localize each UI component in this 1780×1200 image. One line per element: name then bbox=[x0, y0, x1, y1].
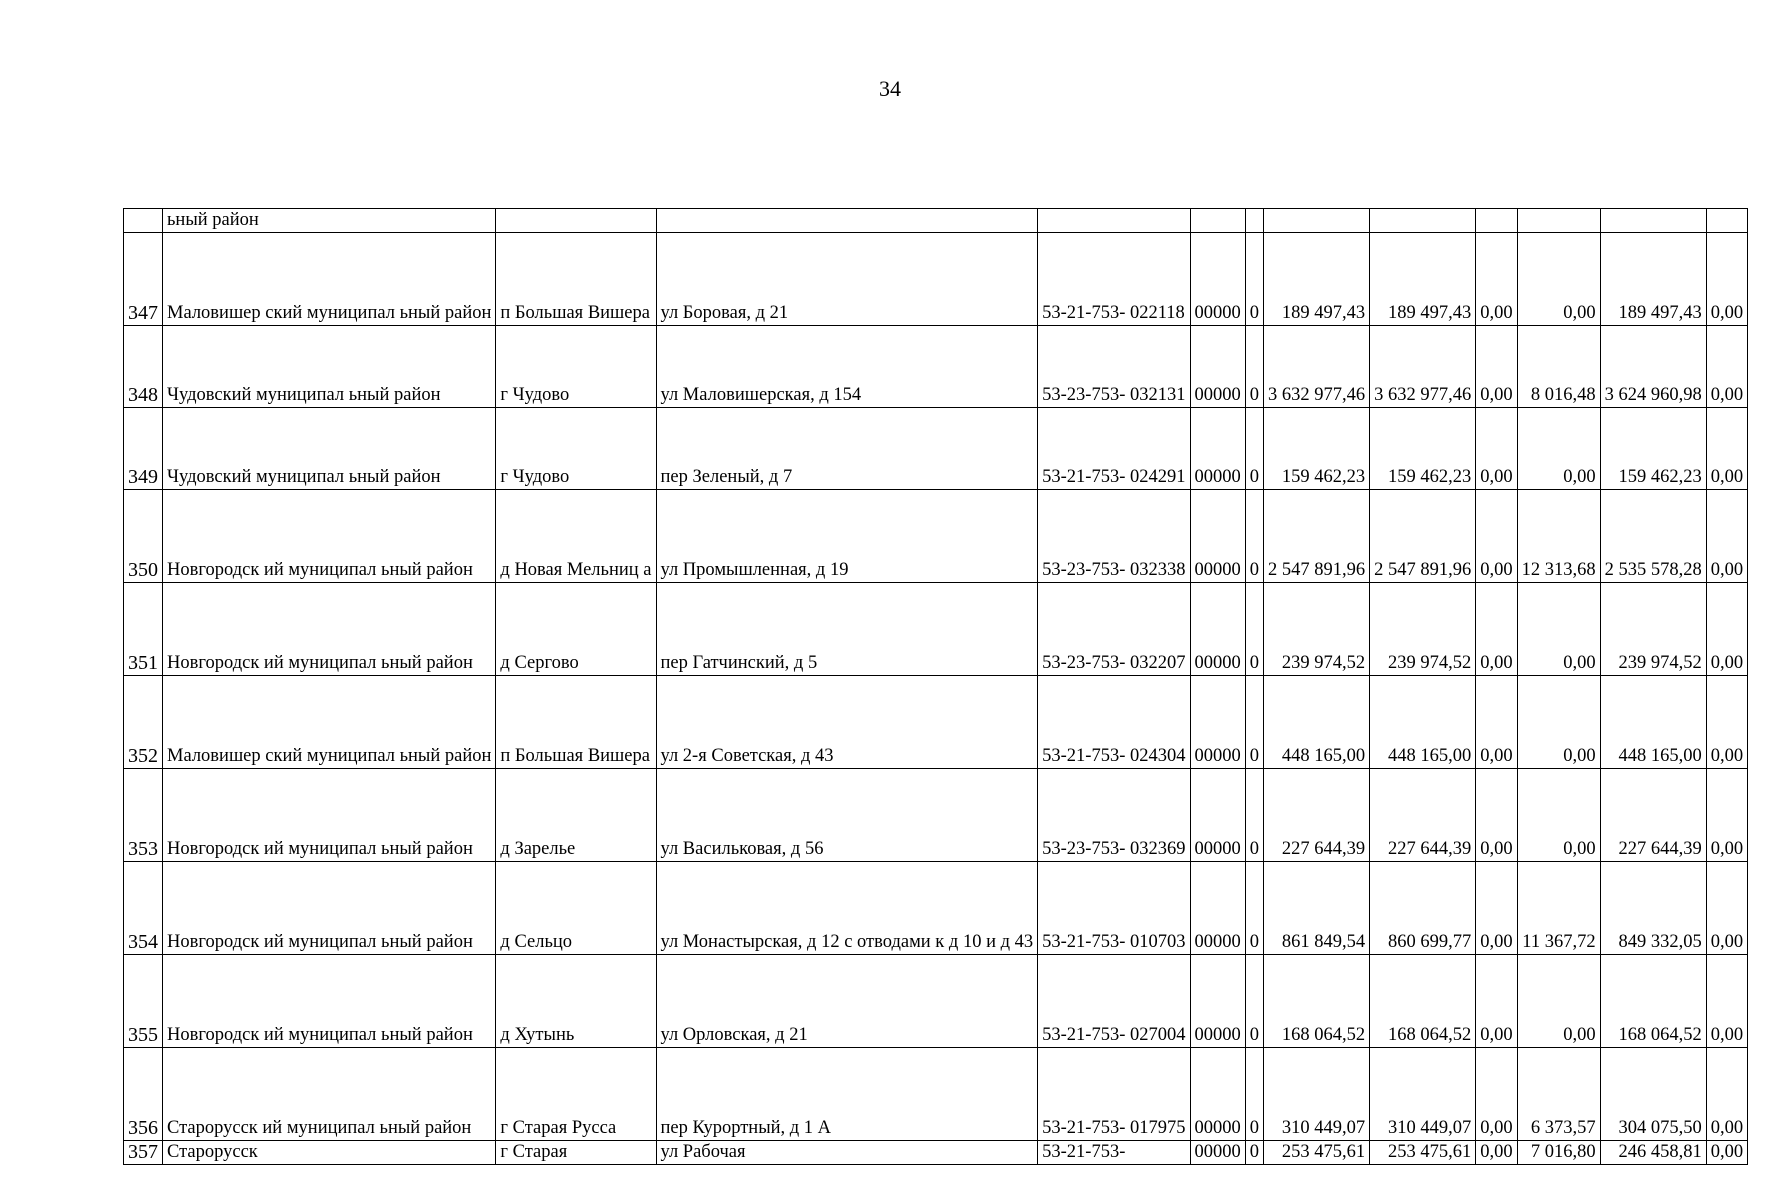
cell-code-b: 0 bbox=[1245, 408, 1263, 490]
cell-v4 bbox=[1517, 209, 1600, 233]
cell-oktmo: 53-21-753- 024304 bbox=[1038, 676, 1190, 769]
cell-settlement: д Сельцо bbox=[496, 862, 656, 955]
cell-oktmo: 53-23-753- 032338 bbox=[1038, 490, 1190, 583]
cell-v6: 0,00 bbox=[1706, 955, 1747, 1048]
cell-code-a: 00000 bbox=[1190, 408, 1245, 490]
cell-code-b: 0 bbox=[1245, 955, 1263, 1048]
cell-v2: 159 462,23 bbox=[1370, 408, 1476, 490]
table-row bbox=[124, 408, 1748, 490]
cell-v4: 8 016,48 bbox=[1517, 326, 1600, 408]
cell-v1: 3 632 977,46 bbox=[1264, 326, 1370, 408]
cell-code-a: 00000 bbox=[1190, 1048, 1245, 1141]
cell-v4: 6 373,57 bbox=[1517, 1048, 1600, 1141]
cell-settlement: д Новая Мельниц а bbox=[496, 490, 656, 583]
cell-v2: 168 064,52 bbox=[1370, 955, 1476, 1048]
cell-v1: 253 475,61 bbox=[1264, 1141, 1370, 1165]
cell-v3: 0,00 bbox=[1476, 408, 1517, 490]
cell-v2: 310 449,07 bbox=[1370, 1048, 1476, 1141]
cell-v3: 0,00 bbox=[1476, 1141, 1517, 1165]
cell-v5 bbox=[1600, 209, 1706, 233]
cell-v6: 0,00 bbox=[1706, 769, 1747, 862]
cell-oktmo: 53-23-753- 032131 bbox=[1038, 326, 1190, 408]
table-row-continuation bbox=[124, 209, 1748, 233]
cell-v6: 0,00 bbox=[1706, 1141, 1747, 1165]
cell-district: Чудовский муниципал ьный район bbox=[163, 326, 496, 408]
cell-v1 bbox=[1264, 209, 1370, 233]
cell-settlement: г Чудово bbox=[496, 326, 656, 408]
cell-v4: 0,00 bbox=[1517, 408, 1600, 490]
cell-v2: 239 974,52 bbox=[1370, 583, 1476, 676]
cell-v1: 861 849,54 bbox=[1264, 862, 1370, 955]
cell-v2: 253 475,61 bbox=[1370, 1141, 1476, 1165]
cell-v4: 0,00 bbox=[1517, 583, 1600, 676]
cell-code-b: 0 bbox=[1245, 769, 1263, 862]
table-row bbox=[124, 326, 1748, 408]
cell-no: 350 bbox=[124, 490, 163, 583]
cell-no: 351 bbox=[124, 583, 163, 676]
cell-v2: 448 165,00 bbox=[1370, 676, 1476, 769]
cell-no: 353 bbox=[124, 769, 163, 862]
cell-v3: 0,00 bbox=[1476, 583, 1517, 676]
cell-v5: 304 075,50 bbox=[1600, 1048, 1706, 1141]
cell-code-b: 0 bbox=[1245, 1141, 1263, 1165]
cell-district: Новгородск ий муниципал ьный район bbox=[163, 955, 496, 1048]
cell-v6: 0,00 bbox=[1706, 862, 1747, 955]
cell-v1: 239 974,52 bbox=[1264, 583, 1370, 676]
cell-v5: 239 974,52 bbox=[1600, 583, 1706, 676]
cell-settlement: д Зарелье bbox=[496, 769, 656, 862]
cell-no: 352 bbox=[124, 676, 163, 769]
cell-v1: 168 064,52 bbox=[1264, 955, 1370, 1048]
cell-code-b: 0 bbox=[1245, 326, 1263, 408]
cell-v1: 189 497,43 bbox=[1264, 233, 1370, 326]
table-row bbox=[124, 955, 1748, 1048]
cell-address bbox=[656, 209, 1038, 233]
cell-district: Старорусск bbox=[163, 1141, 496, 1165]
cell-district: Чудовский муниципал ьный район bbox=[163, 408, 496, 490]
cell-code-a: 00000 bbox=[1190, 583, 1245, 676]
cell-v4: 0,00 bbox=[1517, 676, 1600, 769]
cell-address: пер Курортный, д 1 А bbox=[656, 1048, 1038, 1141]
cell-v2: 2 547 891,96 bbox=[1370, 490, 1476, 583]
cell-code-b: 0 bbox=[1245, 1048, 1263, 1141]
cell-code-b bbox=[1245, 209, 1263, 233]
cell-v5: 3 624 960,98 bbox=[1600, 326, 1706, 408]
cell-no: 356 bbox=[124, 1048, 163, 1141]
cell-v6 bbox=[1706, 209, 1747, 233]
cell-v5: 189 497,43 bbox=[1600, 233, 1706, 326]
cell-v2: 227 644,39 bbox=[1370, 769, 1476, 862]
cell-v6: 0,00 bbox=[1706, 676, 1747, 769]
cell-oktmo: 53-21-753- bbox=[1038, 1141, 1190, 1165]
cell-v6: 0,00 bbox=[1706, 1048, 1747, 1141]
cell-v1: 159 462,23 bbox=[1264, 408, 1370, 490]
cell-v4: 0,00 bbox=[1517, 955, 1600, 1048]
cell-v2 bbox=[1370, 209, 1476, 233]
table-row bbox=[124, 1141, 1748, 1165]
cell-address: ул Васильковая, д 56 bbox=[656, 769, 1038, 862]
cell-v4: 0,00 bbox=[1517, 233, 1600, 326]
cell-v5: 2 535 578,28 bbox=[1600, 490, 1706, 583]
table-row bbox=[124, 583, 1748, 676]
cell-code-a: 00000 bbox=[1190, 955, 1245, 1048]
cell-settlement: г Старая bbox=[496, 1141, 656, 1165]
cell-district: Новгородск ий муниципал ьный район bbox=[163, 490, 496, 583]
cell-district: Маловишер ский муниципал ьный район bbox=[163, 233, 496, 326]
cell-v1: 310 449,07 bbox=[1264, 1048, 1370, 1141]
cell-settlement bbox=[496, 209, 656, 233]
cell-address: ул Рабочая bbox=[656, 1141, 1038, 1165]
cell-settlement: д Хутынь bbox=[496, 955, 656, 1048]
cell-code-b: 0 bbox=[1245, 233, 1263, 326]
cell-district: Новгородск ий муниципал ьный район bbox=[163, 862, 496, 955]
cell-code-a: 00000 bbox=[1190, 233, 1245, 326]
cell-address: ул Орловская, д 21 bbox=[656, 955, 1038, 1048]
cell-oktmo: 53-21-753- 027004 bbox=[1038, 955, 1190, 1048]
cell-v2: 860 699,77 bbox=[1370, 862, 1476, 955]
cell-no: 354 bbox=[124, 862, 163, 955]
cell-v5: 849 332,05 bbox=[1600, 862, 1706, 955]
cell-v3 bbox=[1476, 209, 1517, 233]
cell-oktmo: 53-21-753- 017975 bbox=[1038, 1048, 1190, 1141]
cell-oktmo: 53-23-753- 032207 bbox=[1038, 583, 1190, 676]
cell-v2: 3 632 977,46 bbox=[1370, 326, 1476, 408]
cell-v6: 0,00 bbox=[1706, 233, 1747, 326]
cell-no: 349 bbox=[124, 408, 163, 490]
cell-v3: 0,00 bbox=[1476, 490, 1517, 583]
cell-code-b: 0 bbox=[1245, 490, 1263, 583]
cell-v3: 0,00 bbox=[1476, 326, 1517, 408]
cell-v5: 159 462,23 bbox=[1600, 408, 1706, 490]
cell-address: пер Гатчинский, д 5 bbox=[656, 583, 1038, 676]
cell-v4: 11 367,72 bbox=[1517, 862, 1600, 955]
cell-v2: 189 497,43 bbox=[1370, 233, 1476, 326]
cell-district: Новгородск ий муниципал ьный район bbox=[163, 769, 496, 862]
cell-oktmo: 53-21-753- 022118 bbox=[1038, 233, 1190, 326]
cell-v4: 7 016,80 bbox=[1517, 1141, 1600, 1165]
cell-v1: 448 165,00 bbox=[1264, 676, 1370, 769]
cell-settlement: п Большая Вишера bbox=[496, 676, 656, 769]
cell-code-a: 00000 bbox=[1190, 490, 1245, 583]
table-row bbox=[124, 490, 1748, 583]
cell-code-a: 00000 bbox=[1190, 1141, 1245, 1165]
cell-v6: 0,00 bbox=[1706, 490, 1747, 583]
cell-no: 355 bbox=[124, 955, 163, 1048]
cell-code-b: 0 bbox=[1245, 862, 1263, 955]
cell-code-a bbox=[1190, 209, 1245, 233]
cell-v1: 227 644,39 bbox=[1264, 769, 1370, 862]
cell-v3: 0,00 bbox=[1476, 955, 1517, 1048]
cell-v6: 0,00 bbox=[1706, 583, 1747, 676]
cell-v4: 0,00 bbox=[1517, 769, 1600, 862]
cell-no: 348 bbox=[124, 326, 163, 408]
cell-v4: 12 313,68 bbox=[1517, 490, 1600, 583]
cell-oktmo: 53-21-753- 010703 bbox=[1038, 862, 1190, 955]
cell-address: пер Зеленый, д 7 bbox=[656, 408, 1038, 490]
cell-v1: 2 547 891,96 bbox=[1264, 490, 1370, 583]
cell-address: ул Промышленная, д 19 bbox=[656, 490, 1038, 583]
cell-v3: 0,00 bbox=[1476, 1048, 1517, 1141]
cell-district: Маловишер ский муниципал ьный район bbox=[163, 676, 496, 769]
cell-v5: 246 458,81 bbox=[1600, 1141, 1706, 1165]
cell-v3: 0,00 bbox=[1476, 676, 1517, 769]
cell-no: 347 bbox=[124, 233, 163, 326]
cell-oktmo: 53-23-753- 032369 bbox=[1038, 769, 1190, 862]
cell-code-a: 00000 bbox=[1190, 326, 1245, 408]
table-row bbox=[124, 862, 1748, 955]
cell-v6: 0,00 bbox=[1706, 326, 1747, 408]
cell-code-a: 00000 bbox=[1190, 676, 1245, 769]
cell-no bbox=[124, 209, 163, 233]
cell-code-a: 00000 bbox=[1190, 862, 1245, 955]
cell-district: Старорусск ий муниципал ьный район bbox=[163, 1048, 496, 1141]
cell-v5: 227 644,39 bbox=[1600, 769, 1706, 862]
cell-v5: 448 165,00 bbox=[1600, 676, 1706, 769]
page-number: 34 bbox=[879, 76, 901, 101]
cell-oktmo bbox=[1038, 209, 1190, 233]
cell-address: ул Монастырская, д 12 с отводами к д 10 и д 43 bbox=[656, 862, 1038, 955]
cell-code-b: 0 bbox=[1245, 676, 1263, 769]
table-row bbox=[124, 1048, 1748, 1141]
cell-v3: 0,00 bbox=[1476, 862, 1517, 955]
registry-table bbox=[123, 208, 1748, 1165]
cell-district: ьный район bbox=[163, 209, 496, 233]
cell-v3: 0,00 bbox=[1476, 769, 1517, 862]
cell-address: ул 2-я Советская, д 43 bbox=[656, 676, 1038, 769]
cell-settlement: д Сергово bbox=[496, 583, 656, 676]
cell-v6: 0,00 bbox=[1706, 408, 1747, 490]
cell-code-a: 00000 bbox=[1190, 769, 1245, 862]
cell-v5: 168 064,52 bbox=[1600, 955, 1706, 1048]
cell-address: ул Боровая, д 21 bbox=[656, 233, 1038, 326]
cell-oktmo: 53-21-753- 024291 bbox=[1038, 408, 1190, 490]
cell-no: 357 bbox=[124, 1141, 163, 1165]
cell-settlement: п Большая Вишера bbox=[496, 233, 656, 326]
cell-district: Новгородск ий муниципал ьный район bbox=[163, 583, 496, 676]
table-row bbox=[124, 769, 1748, 862]
table-row bbox=[124, 676, 1748, 769]
cell-settlement: г Чудово bbox=[496, 408, 656, 490]
cell-address: ул Маловишерская, д 154 bbox=[656, 326, 1038, 408]
table-row bbox=[124, 233, 1748, 326]
cell-v3: 0,00 bbox=[1476, 233, 1517, 326]
cell-settlement: г Старая Русса bbox=[496, 1048, 656, 1141]
cell-code-b: 0 bbox=[1245, 583, 1263, 676]
